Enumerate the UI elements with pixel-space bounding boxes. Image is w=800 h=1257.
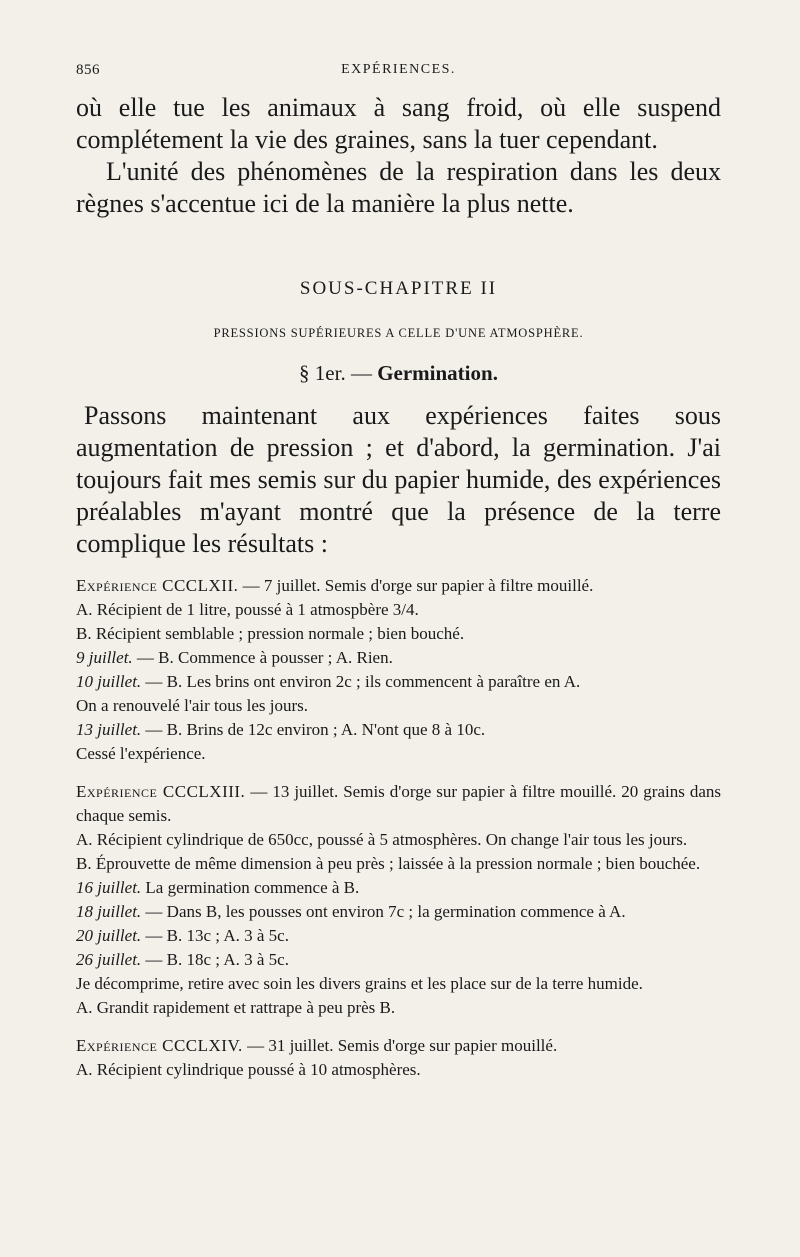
line-text: Je décomprime, retire avec soin les divers grains et les place sur de la terre humide.	[76, 974, 643, 993]
experiment-lead: — 13 juillet. Semis d'orge sur papier à filtre mouillé. 20 grains dans chaque semis.	[76, 782, 722, 825]
section-number: § 1er. —	[299, 361, 372, 385]
section-intro: Passons maintenant aux expériences faites sous augmentation de pression ; et d'abord, la germination. J'ai toujours fait mes semis sur du papier humide, des expériences préalables m'ayant montré que la présence de la terre complique les résultats :	[76, 401, 721, 558]
experiment-line	[76, 1058, 721, 1082]
experiment-heading	[76, 1034, 721, 1058]
experiment-label: Expérience CCCLXII.	[76, 576, 239, 595]
running-title: EXPÉRIENCES.	[341, 62, 456, 77]
page-number: 856	[76, 62, 100, 78]
line-text: — Dans B, les pousses ont environ 7c ; la germination commence à A.	[141, 902, 626, 921]
line-date: 18 juillet.	[76, 902, 142, 921]
experiment-line	[76, 670, 721, 694]
subchapter-subtitle: PRESSIONS SUPÉRIEURES A CELLE D'UNE ATMOSPHÈRE.	[213, 326, 584, 340]
line-text: B. Éprouvette de même dimension à peu près ; laissée à la pression normale ; bien bouchée.	[76, 854, 701, 873]
experiment-line	[76, 694, 721, 718]
line-date: 26 juillet.	[76, 950, 142, 969]
experiment-line	[76, 828, 721, 852]
experiment-line	[76, 718, 721, 742]
experiment-block	[76, 780, 721, 1020]
line-text: — B. 18c ; A. 3 à 5c.	[141, 950, 289, 969]
experiment-line	[76, 622, 721, 646]
experiment-heading	[76, 780, 721, 828]
subchapter-title: SOUS-CHAPITRE II	[299, 278, 498, 299]
experiment-line	[76, 876, 721, 900]
experiment-line	[76, 646, 721, 670]
line-text: On a renouvelé l'air tous les jours.	[76, 696, 309, 715]
experiment-line	[76, 598, 721, 622]
experiment-lead: — 7 juillet. Semis d'orge sur papier à filtre mouillé.	[238, 576, 594, 595]
line-date: 16 juillet.	[76, 878, 142, 897]
intro-paragraph: où elle tue les animaux à sang froid, où elle suspend complétement la vie des graines, sans la tuer cependant.	[76, 93, 721, 154]
experiment-line	[76, 996, 721, 1020]
experiment-line	[76, 924, 721, 948]
line-text: A. Récipient cylindrique poussé à 10 atmosphères.	[76, 1060, 421, 1079]
section-title: Germination.	[377, 361, 498, 385]
line-date: 10 juillet.	[76, 672, 142, 691]
line-text: A. Récipient cylindrique de 650cc, poussé à 5 atmosphères. On change l'air tous les jours.	[76, 830, 688, 849]
experiment-block	[76, 574, 721, 766]
line-text: B. Récipient semblable ; pression normale ; bien bouché.	[76, 624, 465, 643]
section-heading	[76, 361, 721, 386]
experiment-line	[76, 900, 721, 924]
experiment-lead: — 31 juillet. Semis d'orge sur papier mouillé.	[242, 1036, 558, 1055]
line-text: — B. Brins de 12c environ ; A. N'ont que 8 à 10c.	[141, 720, 486, 739]
line-text: — B. Commence à pousser ; A. Rien.	[132, 648, 393, 667]
experiment-label: Expérience CCCLXIII.	[76, 782, 246, 801]
experiment-block	[76, 1034, 721, 1082]
line-date: 20 juillet.	[76, 926, 142, 945]
line-text: A. Grandit rapidement et rattrape à peu près B.	[76, 998, 396, 1017]
experiment-line	[76, 852, 721, 876]
experiment-line	[76, 948, 721, 972]
line-text: Cessé l'expérience.	[76, 744, 206, 763]
experiment-line	[76, 742, 721, 766]
line-text: A. Récipient de 1 litre, poussé à 1 atmospbère 3/4.	[76, 600, 419, 619]
experiment-heading	[76, 574, 721, 598]
page-body	[76, 58, 721, 1082]
intro-paragraph: L'unité des phénomènes de la respiration dans les deux règnes s'accentue ici de la manière la plus nette.	[76, 157, 721, 218]
experiment-line	[76, 972, 721, 996]
line-text: La germination commence à B.	[141, 878, 360, 897]
experiment-label: Expérience CCCLXIV.	[76, 1036, 243, 1055]
line-date: 9 juillet.	[76, 648, 133, 667]
line-text: — B. Les brins ont environ 2c ; ils commencent à paraître en A.	[141, 672, 581, 691]
running-head	[76, 58, 721, 84]
line-date: 13 juillet.	[76, 720, 142, 739]
line-text: — B. 13c ; A. 3 à 5c.	[141, 926, 289, 945]
